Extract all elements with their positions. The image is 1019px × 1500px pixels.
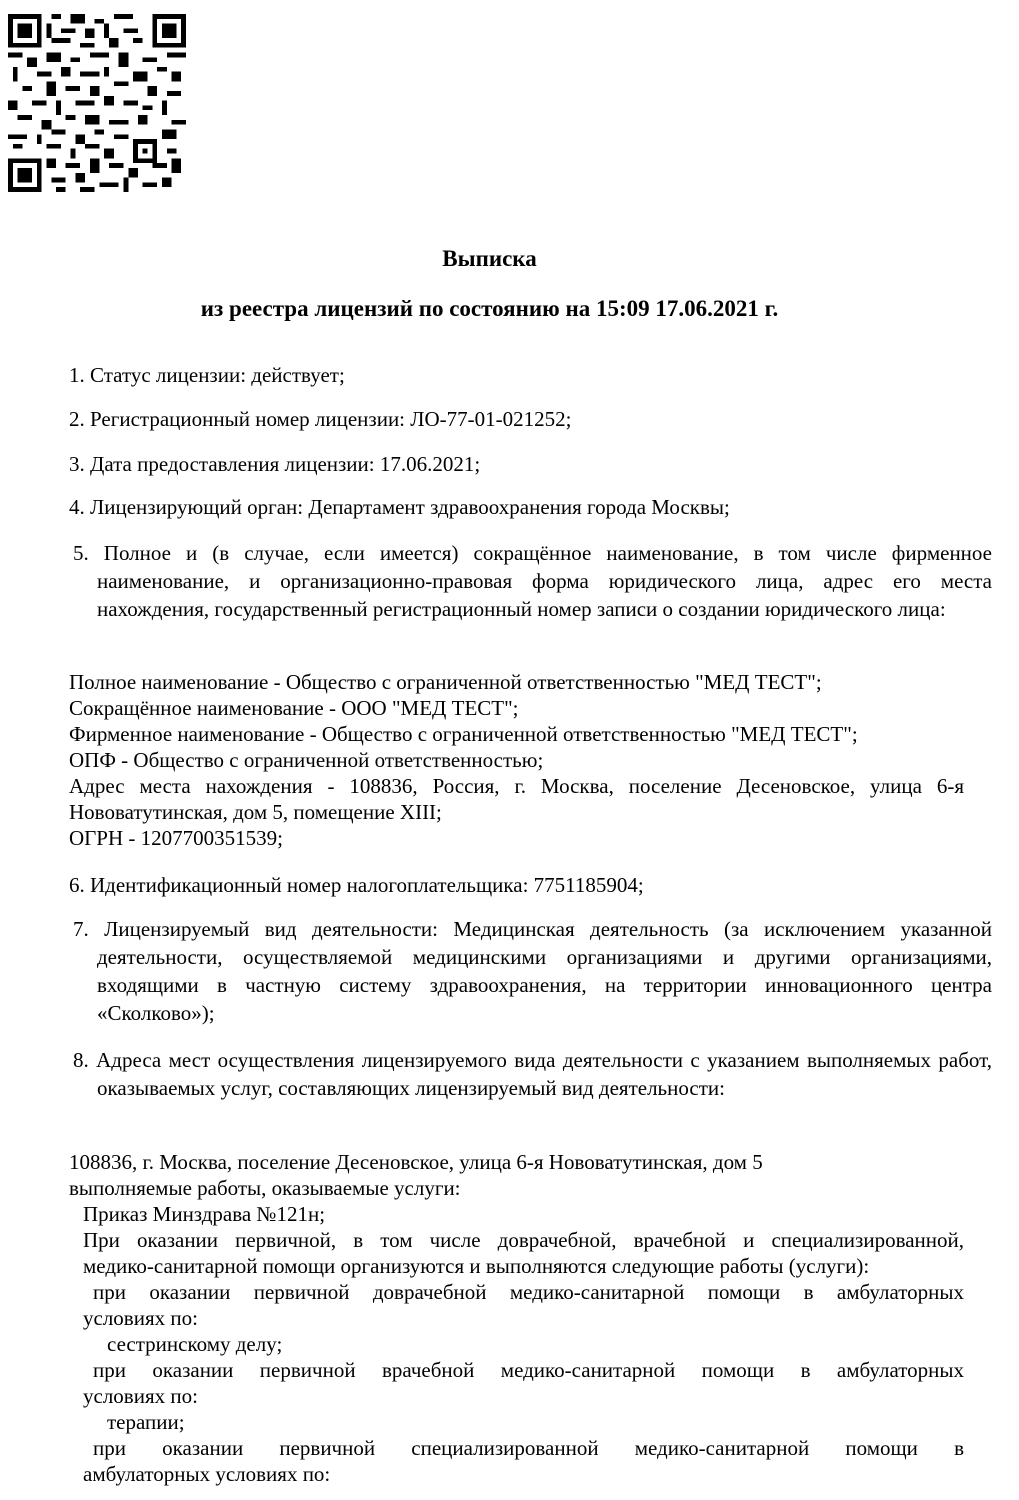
licensed-activity: 7. Лицензируемый вид деятельности: Медицинская деятельность (за исключением указанной деятельности, осуществляемой медицинскими организациями и другими организациями, входящими в частную систему здравоохранения, на территории инновационного центра «Сколково»); <box>73 917 992 1025</box>
license-date: 3. Дата предоставления лицензии: 17.06.2021; <box>69 452 481 476</box>
org-short-name: Сокращённое наименование - ООО "МЕД ТЕСТ"; <box>69 696 519 720</box>
specialized-care-line-1: при оказании первичной специализированной медико-санитарной помощи в <box>93 1436 964 1460</box>
prehospital-care-item: сестринскому делу; <box>107 1332 283 1356</box>
activity-addresses: 8. Адреса мест осуществления лицензируемого вида деятельности с указанием выполняемых работ, оказываемых услуг, составляющих лицензируемый вид деятельности: <box>73 1048 992 1100</box>
physician-care-line-1: при оказании первичной врачебной медико-санитарной помощи в амбулаторных <box>93 1358 964 1382</box>
physician-care-item: терапии; <box>107 1410 185 1434</box>
specialized-care-line-2: амбулаторных условиях по: <box>83 1462 331 1486</box>
qr-code <box>8 14 186 192</box>
licensing-authority: 4. Лицензирующий орган: Департамент здравоохранения города Москвы; <box>69 495 730 519</box>
org-full-name: Полное наименование - Общество с ограниченной ответственностью "МЕД ТЕСТ"; <box>69 670 822 694</box>
works-order: Приказ Минздрава №121н; <box>83 1202 326 1226</box>
document-title: Выписка <box>442 246 537 271</box>
org-brand-name: Фирменное наименование - Общество с ограниченной ответственностью "МЕД ТЕСТ"; <box>69 722 858 746</box>
prehospital-care-line-2: условиях по: <box>83 1306 198 1330</box>
license-status: 1. Статус лицензии: действует; <box>69 363 345 387</box>
document-subtitle: из реестра лицензий по состоянию на 15:09 17.06.2021 г. <box>200 296 779 321</box>
works-heading: выполняемые работы, оказываемые услуги: <box>69 1176 461 1200</box>
works-intro-line-1: При оказании первичной, в том числе доврачебной, врачебной и специализированной, <box>83 1228 964 1252</box>
tax-id: 6. Идентификационный номер налогоплательщика: 7751185904; <box>69 873 644 897</box>
prehospital-care-line-1: при оказании первичной доврачебной медико-санитарной помощи в амбулаторных <box>93 1280 964 1304</box>
registration-number: 2. Регистрационный номер лицензии: ЛО-77-01-021252; <box>69 407 572 431</box>
org-address-line-1: Адрес места нахождения - 108836, Россия, г. Москва, поселение Десеновское, улица 6-я <box>69 774 964 798</box>
physician-care-line-2: условиях по: <box>83 1384 198 1408</box>
org-ogrn: ОГРН - 1207700351539; <box>69 826 283 850</box>
org-legal-form: ОПФ - Общество с ограниченной ответственностью; <box>69 748 544 772</box>
works-list <box>69 1149 964 1487</box>
organization-details <box>69 669 964 851</box>
works-address: 108836, г. Москва, поселение Десеновское, улица 6-я Нововатутинская, дом 5 <box>69 1150 763 1174</box>
org-address-line-2: Нововатутинская, дом 5, помещение XIII; <box>69 800 442 824</box>
works-intro-line-2: медико-санитарной помощи организуются и выполняются следующие работы (услуги): <box>83 1254 870 1278</box>
item-5-organization-info: 5. Полное и (в случае, если имеется) сокращённое наименование, в том числе фирменное наименование, и организационно-правовая форма юридического лица, адрес его места нахождения, государственный регистрационный номер записи о создании юридического лица: <box>73 541 992 621</box>
